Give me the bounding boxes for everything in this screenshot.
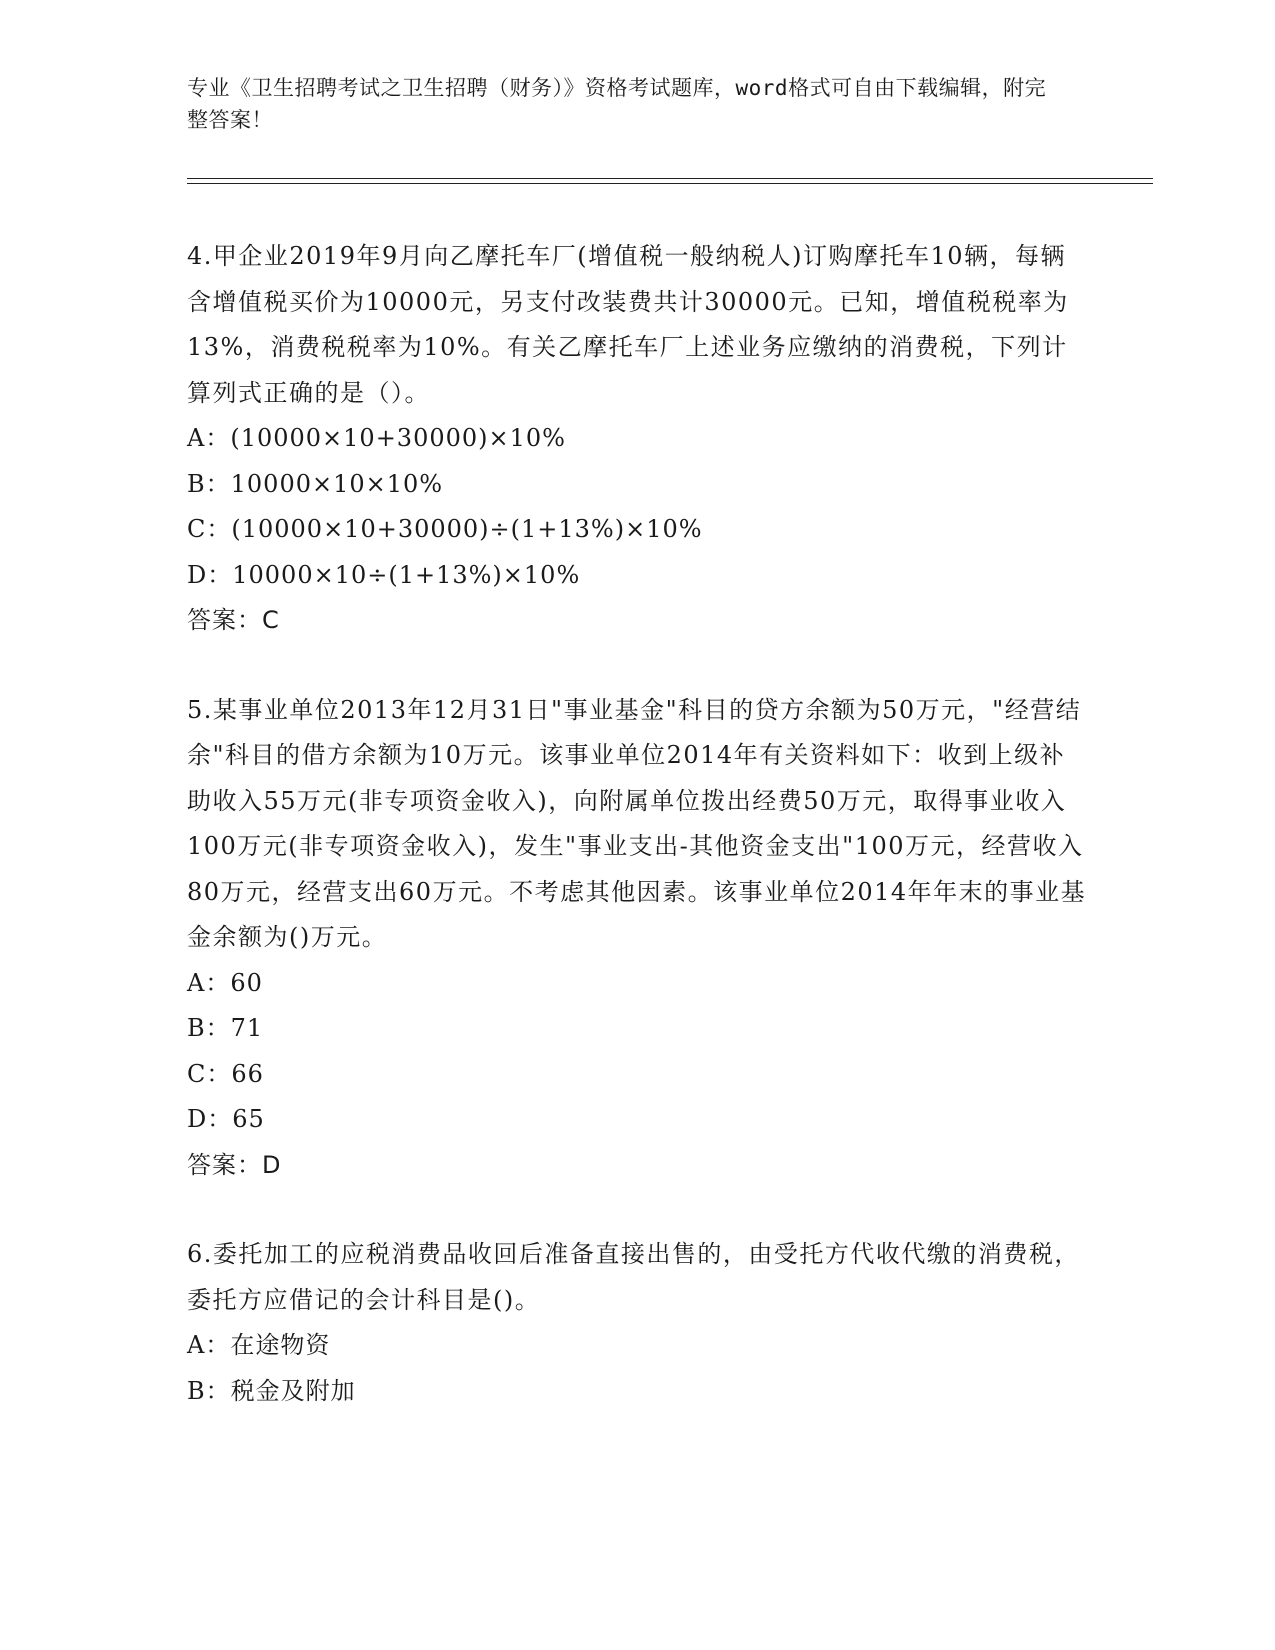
- option-a: A：(10000×10+30000)×10%: [187, 424, 566, 452]
- question-stem: 4.甲企业2019年9月向乙摩托车厂(增值税一般纳税人)订购摩托车10辆，每辆含增值税买价为10000元，另支付改装费共计30000元。已知，增值税税率为13%，消费税税率为10%。有关乙摩托车厂上述业务应缴纳的消费税，下列计算列式正确的是（）。: [187, 242, 1069, 407]
- option-a: A：60: [187, 968, 263, 997]
- question-4: [187, 234, 1087, 644]
- spacer: [187, 1188, 1087, 1232]
- option-d: D：65: [187, 1105, 265, 1133]
- spacer: [187, 644, 1087, 688]
- question-5: [187, 688, 1087, 1189]
- option-b: B：71: [187, 1014, 264, 1042]
- header-divider-bottom: [187, 183, 1153, 184]
- option-c: C：(10000×10+30000)÷(1+13%)×10%: [187, 515, 703, 543]
- option-b: B：10000×10×10%: [187, 469, 444, 498]
- option-c: C：66: [187, 1059, 264, 1088]
- question-stem: 6.委托加工的应税消费品收回后准备直接出售的，由受托方代收代缴的消费税，委托方应借记的会计科目是()。: [187, 1240, 1080, 1314]
- question-6: [187, 1232, 1087, 1414]
- answer-label: 答案：C: [187, 606, 280, 634]
- option-b: B：税金及附加: [187, 1376, 356, 1405]
- option-d: D：10000×10÷(1+13%)×10%: [187, 560, 581, 589]
- question-list: [187, 234, 1087, 1414]
- answer-label: 答案：D: [187, 1150, 282, 1179]
- question-stem: 5.某事业单位2013年12月31日"事业基金"科目的贷方余额为50万元，"经营结余"科目的借方余额为10万元。该事业单位2014年有关资料如下：收到上级补助收入55万元(非专项资金收入)，向附属单位拨出经费50万元，取得事业收入100万元(非专项资金收入)，发生"事业支出-其他资金支出"100万元，经营收入80万元，经营支出60万元。不考虑其他因素。该事业单位2014年年末的事业基金余额为()万元。: [187, 695, 1087, 951]
- document-header: 专业《卫生招聘考试之卫生招聘（财务）》资格考试题库，word格式可自由下载编辑，附完整答案！: [187, 76, 1047, 132]
- header-divider-top: [187, 178, 1153, 179]
- option-a: A：在途物资: [187, 1331, 331, 1359]
